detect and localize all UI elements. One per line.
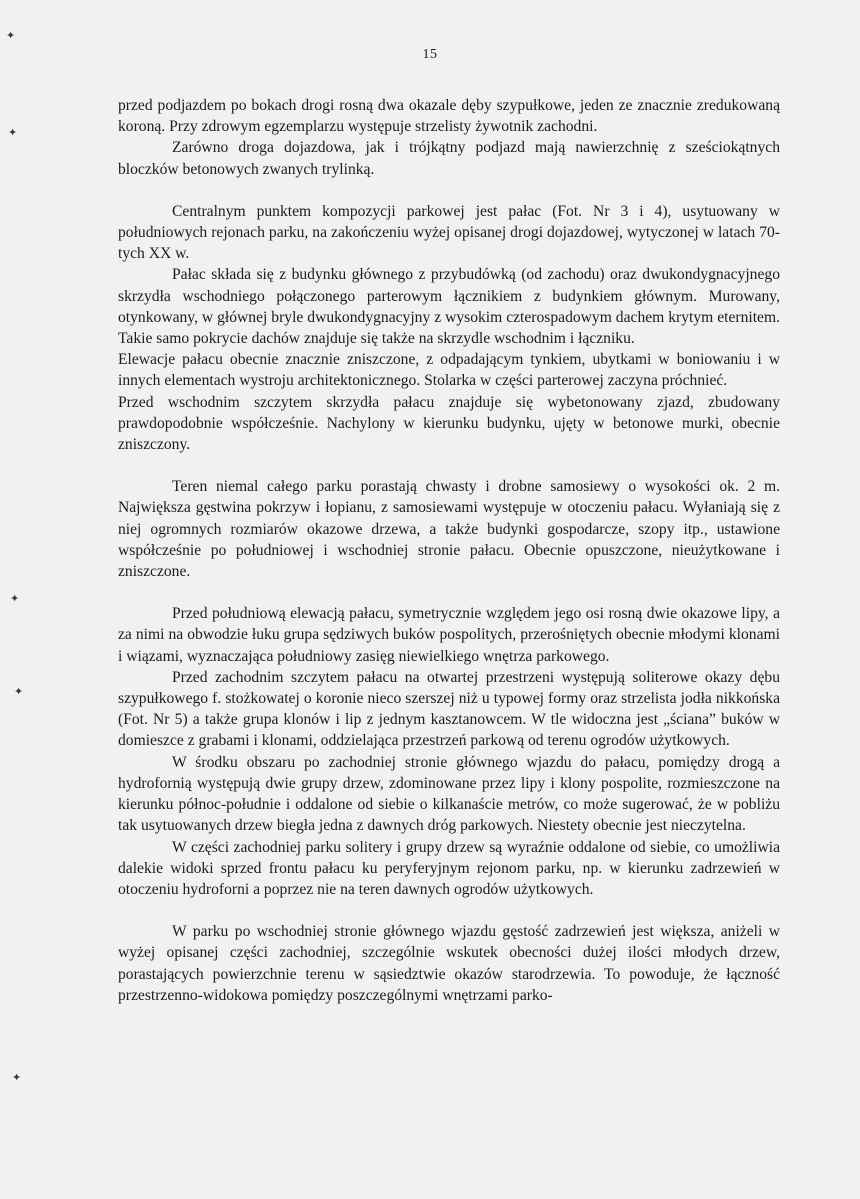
paragraph: Centralnym punktem kompozycji parkowej jest pałac (Fot. Nr 3 i 4), usytuowany w południowych rejonach parku, na zakończeniu wyżej opisanej drogi dojazdowej, wytyczonej w latach 70-tych XX w.	[118, 202, 780, 263]
paragraph: Pałac składa się z budynku głównego z przybudówką (od zachodu) oraz dwukondygnacyjnego skrzydła wschodniego połączonego parterowym łącznikiem z budynkiem głównym. Murowany, otynkowany, w głównej bryle dwukondygnacyjny z wysokim czterospadowym dachem krytym eternitem. Takie samo pokrycie dachów znajduje się także na skrzydle wschodnim i łączniku.	[118, 266, 780, 348]
margin-mark-icon: ✦	[6, 29, 16, 42]
margin-mark-icon: ✦	[8, 126, 18, 139]
paragraph: W środku obszaru po zachodniej stronie głównego wjazdu do pałacu, pomiędzy drogą a hydrofornią występują dwie grupy drzew, zdominowane przez lipy i klony pospolite, rozmieszczone na kierunku północ-południe i oddalone od siebie o kilkanaście metrów, co może sugerować, że w pobliżu tak usytuowanych drzew biegła jedna z dawnych dróg parkowych. Niestety obecnie jest nieczytelna.	[118, 753, 780, 835]
page-number: 15	[422, 47, 438, 62]
paragraph: Zarówno droga dojazdowa, jak i trójkątny podjazd mają nawierzchnię z sześciokątnych bloczków betonowych zwanych trylinką.	[118, 139, 780, 178]
paragraph: W parku po wschodniej stronie głównego wjazdu gęstość zadrzewień jest większa, aniżeli w wyżej opisanej części zachodniej, szczególnie wskutek obecności dużej ilości młodych drzew, porastających powierzchnie terenu w sąsiedztwie okazów starodrzewia. To powoduje, że łączność przestrzenno-widokowa pomiędzy poszczególnymi wnętrzami parko-	[118, 923, 780, 1004]
paragraph: Przed zachodnim szczytem pałacu na otwartej przestrzeni występują soliterowe okazy dębu szypułkowego f. stożkowatej o koronie nieco szerszej niż u typowej formy oraz strzelista jodła nikkońska (Fot. Nr 5) a także grupa klonów i lip z jednym kasztanowcem. W tle widoczna jest „ściana” buków w domieszce z grabami i klonami, oddzielająca przestrzeń parkową od terenu ogrodów użytkowych.	[118, 668, 780, 750]
body-text	[118, 95, 780, 1006]
margin-mark-icon: ✦	[14, 685, 24, 698]
paragraph: Przed wschodnim szczytem skrzydła pałacu znajduje się wybetonowany zjazd, zbudowany prawdopodobnie współcześnie. Nachylony w kierunku budynku, ujęty w betonowe murki, obecnie zniszczony.	[118, 393, 780, 454]
margin-mark-icon: ✦	[10, 592, 20, 605]
paragraph: Przed południową elewacją pałacu, symetrycznie względem jego osi rosną dwie okazowe lipy, a za nimi na obwodzie łuku grupa sędziwych buków pospolitych, przerośniętych obecnie młodymi klonami i wiązami, wyznaczająca południowy zasięg niewielkiego wnętrza parkowego.	[118, 605, 780, 665]
paragraph: przed podjazdem po bokach drogi rosną dwa okazale dęby szypułkowe, jeden ze znacznie zredukowaną koroną. Przy zdrowym egzemplarzu występuje strzelisty żywotnik zachodni.	[118, 97, 780, 136]
paragraph: W części zachodniej parku solitery i grupy drzew są wyraźnie oddalone od siebie, co umożliwia dalekie widoki sprzed frontu pałacu ku peryferyjnym rejonom parku, np. w kierunku zadrzewień w otoczeniu hydroforni a poprzez nie na teren dawnych ogrodów użytkowych.	[118, 838, 780, 898]
paragraph: Teren niemal całego parku porastają chwasty i drobne samosiewy o wysokości ok. 2 m. Największa gęstwina pokrzyw i łopianu, z samosiewami występuje w otoczeniu pałacu. Wyłaniają się z niej ogromnych rozmiarów okazowe drzewa, a także budynki gospodarcze, szopy itp., ustawione współcześnie po południowej i wschodniej stronie pałacu. Obecnie opuszczone, nieużytkowane i zniszczone.	[118, 478, 780, 581]
paragraph: Elewacje pałacu obecnie znacznie zniszczone, z odpadającym tynkiem, ubytkami w boniowaniu i w innych elementach wystroju architektonicznego. Stolarka w części parterowej zaczyna próchnieć.	[118, 351, 780, 390]
margin-mark-icon: ✦	[12, 1071, 22, 1084]
